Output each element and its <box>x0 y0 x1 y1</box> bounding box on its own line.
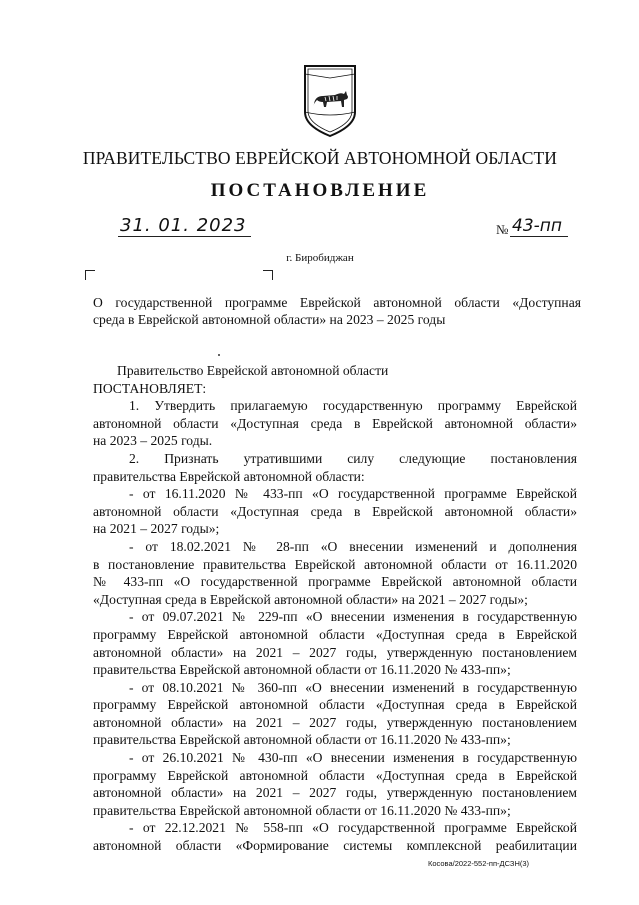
body-line: автономной области» на 2021 – 2027 годы, утвержденную постановлением <box>93 714 577 730</box>
document-subject <box>93 294 581 328</box>
scan-speck <box>218 354 220 356</box>
body-line: на 2021 – 2027 годы»; <box>93 521 220 537</box>
number-prefix: № <box>496 222 509 237</box>
body-line: программу Еврейской автономной области «Доступная среда в Еврейской <box>93 697 577 713</box>
body-line: автономной области «Формирование системы комплексной реабилитации <box>93 838 577 854</box>
handwritten-date: 31. 01. 2023 <box>118 216 251 237</box>
body-line: - от 22.12.2021 № 558-пп «О государственной программе Еврейской <box>129 820 577 836</box>
body-line: Правительство Еврейской автономной области <box>117 363 389 378</box>
document-body <box>93 362 577 855</box>
body-line: в постановление правительства Еврейской автономной области от 16.11.2020 <box>93 556 577 572</box>
body-line: программу Еврейской автономной области «Доступная среда в Еврейской <box>93 767 577 783</box>
body-line: 1. Утвердить прилагаемую государственную программу Еврейской <box>129 398 577 414</box>
subject-line: О государственной программе Еврейской автономной области «Доступная <box>93 295 581 310</box>
body-line: - от 26.10.2021 № 430-пп «О внесении изменения в государственную <box>129 750 577 766</box>
body-line: автономной области «Доступная среда в Еврейской автономной области» <box>93 503 577 519</box>
document-type-title: ПОСТАНОВЛЕНИЕ <box>210 180 430 201</box>
handwritten-document-number: 43-пп <box>510 216 568 237</box>
body-line: № 433-пп «О государственной программе Еврейской автономной области <box>93 574 577 590</box>
corner-bracket-left <box>85 270 95 280</box>
corner-bracket-right <box>263 270 273 280</box>
government-title: ПРАВИТЕЛЬСТВО ЕВРЕЙСКОЙ АВТОНОМНОЙ ОБЛАСТИ <box>82 148 558 168</box>
body-line: «Доступная среда в Еврейской автономной области» на 2021 – 2027 годы»; <box>93 591 528 607</box>
body-line: программу Еврейской автономной области «Доступная среда в Еврейской <box>93 626 577 642</box>
body-line: правительства Еврейской автономной области: <box>93 468 365 484</box>
coat-of-arms-emblem <box>299 60 361 140</box>
city-label: г. Биробиджан <box>286 252 354 264</box>
body-line: автономной области» на 2021 – 2027 годы, утвержденную постановлением <box>93 785 577 801</box>
body-line: правительства Еврейской автономной области от 16.11.2020 № 433-пп»; <box>93 802 511 818</box>
body-line: ПОСТАНОВЛЯЕТ: <box>93 380 207 396</box>
body-line: правительства Еврейской автономной области от 16.11.2020 № 433-пп»; <box>93 732 511 748</box>
body-line: 2. Признать утратившими силу следующие постановления <box>129 450 577 466</box>
body-line: автономной области «Доступная среда в Еврейской автономной области» <box>93 415 577 431</box>
body-line: автономной области» на 2021 – 2027 годы, утвержденную постановлением <box>93 644 577 660</box>
footer-code: Косова/2022-552-пп-ДСЗН(3) <box>428 859 530 868</box>
body-line: - от 16.11.2020 № 433-пп «О государственной программе Еврейской <box>129 486 577 502</box>
body-line: - от 09.07.2021 № 229-пп «О внесении изменения в государственную <box>129 609 577 625</box>
body-line: - от 08.10.2021 № 360-пп «О внесении изменений в государственную <box>129 679 577 695</box>
body-line: - от 18.02.2021 № 28-пп «О внесении изменений и дополнения <box>129 538 577 554</box>
body-line: на 2023 – 2025 годы. <box>93 433 213 449</box>
subject-line: среда в Еврейской автономной области» на 2023 – 2025 годы <box>93 312 446 327</box>
body-line: правительства Еврейской автономной области от 16.11.2020 № 433-пп»; <box>93 662 511 678</box>
